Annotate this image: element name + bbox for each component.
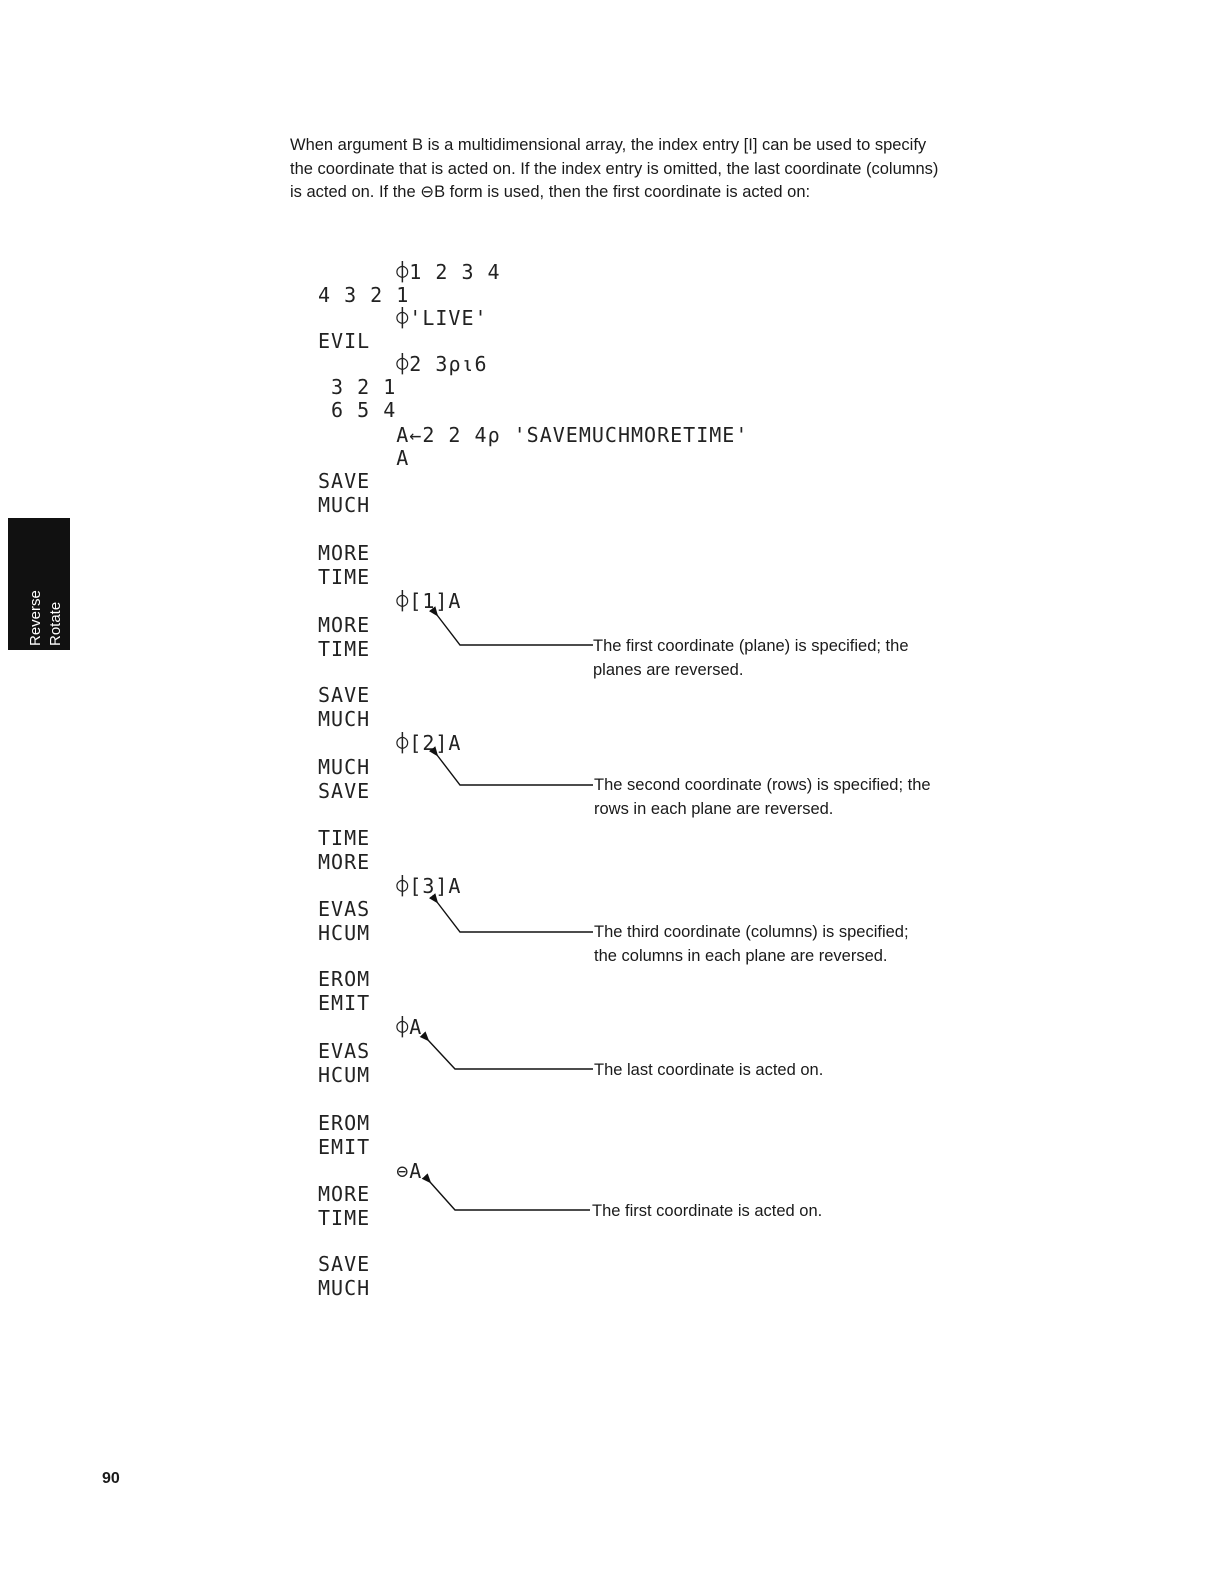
code-line: A←2 2 4⍴ 'SAVEMUCHMORETIME' — [318, 423, 749, 447]
code-line: TIME — [318, 637, 371, 661]
note-first-coordinate: The first coordinate is acted on. — [592, 1202, 823, 1220]
code-line: SAVE — [318, 779, 371, 803]
code-line: HCUM — [318, 1063, 371, 1087]
code-line: SAVE — [318, 683, 371, 707]
code-line: TIME — [318, 1206, 371, 1230]
page-number: 90 — [102, 1470, 120, 1487]
tab-label-rotate: Rotate — [47, 601, 64, 646]
code-line: ⌽2 3⍴⍳6 — [318, 352, 488, 376]
code-line: ⌽1 2 3 4 — [318, 260, 501, 284]
code-line: MUCH — [318, 493, 371, 517]
code-line: HCUM — [318, 921, 371, 945]
code-line: SAVE — [318, 1252, 371, 1276]
code-line: EROM — [318, 967, 371, 991]
note-third-coordinate-columns: The third coordinate (columns) is specified; the columns in each plane are reversed. — [594, 923, 909, 965]
leader-line-5 — [430, 1182, 590, 1210]
note-last-coordinate: The last coordinate is acted on. — [594, 1061, 824, 1079]
code-line: 6 5 4 — [318, 398, 397, 422]
code-line: ⌽A — [318, 1015, 423, 1039]
leader-line-2 — [437, 755, 593, 785]
leader-line-1 — [437, 615, 593, 645]
code-line: ⌽[2]A — [318, 731, 462, 755]
code-line: EVIL — [318, 329, 371, 353]
tab-label-reverse: Reverse — [27, 590, 44, 646]
code-line: TIME — [318, 565, 371, 589]
code-line: ⌽'LIVE' — [318, 306, 488, 330]
code-line: SAVE — [318, 469, 371, 493]
code-line: MORE — [318, 613, 371, 637]
code-line: MORE — [318, 1182, 371, 1206]
code-line: EVAS — [318, 897, 371, 921]
code-line: ⌽[1]A — [318, 589, 462, 613]
leader-line-4 — [428, 1040, 593, 1069]
code-line: MORE — [318, 850, 371, 874]
code-line: ⊖A — [318, 1159, 423, 1183]
code-line: MUCH — [318, 755, 371, 779]
code-line: EMIT — [318, 1135, 371, 1159]
code-line: 3 2 1 — [318, 375, 397, 399]
code-line: EMIT — [318, 991, 371, 1015]
code-line: MUCH — [318, 707, 371, 731]
code-line: EROM — [318, 1111, 371, 1135]
code-line: MORE — [318, 541, 371, 565]
code-line: MUCH — [318, 1276, 371, 1300]
code-line: A — [318, 446, 410, 470]
note-second-coordinate-rows: The second coordinate (rows) is specified; the rows in each plane are reversed. — [594, 776, 931, 818]
intro-paragraph: When argument B is a multidimensional array, the index entry [I] can be used to specify the coordinate that is acted on. If the index entry is omitted, the last coordinate (columns) is acted on. If the ⊖B form is used, then the first coordinate is acted on: — [290, 136, 939, 201]
code-line: ⌽[3]A — [318, 874, 462, 898]
leader-line-3 — [437, 902, 593, 932]
code-line: TIME — [318, 826, 371, 850]
note-first-coordinate-plane: The first coordinate (plane) is specified; the planes are reversed. — [593, 637, 909, 679]
code-line: EVAS — [318, 1039, 371, 1063]
code-line: 4 3 2 1 — [318, 283, 410, 307]
